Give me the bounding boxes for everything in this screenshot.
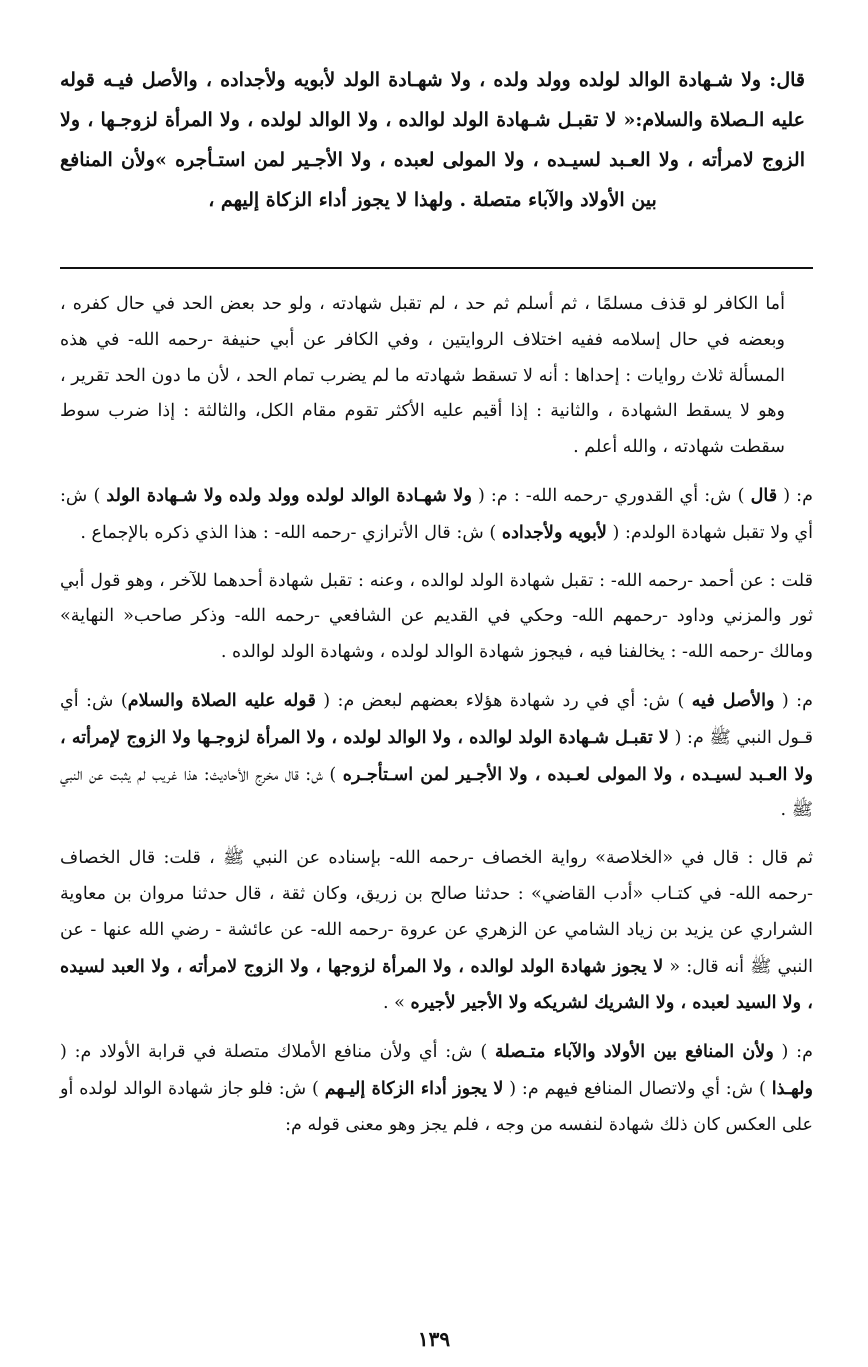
text-run: ) ش: أي ولا تقبل شهادة الولدم: ( — [60, 485, 813, 543]
commentary-paragraph-2 — [60, 478, 813, 552]
quoted-matn: قال — [750, 484, 778, 506]
text-run: ) ش: قال الأترازي -رحمه الله- : هذا الذي ذكره بالإجماع . — [80, 522, 502, 543]
matn-text: قال: ولا شـهادة الوالد لولده وولد ولده ، ولا شهـادة الولد لأبويه ولأجداده ، والأصل فيـه قوله عليه الـصلاة والسلام:« لا تقبـل شـهادة الولد لوالده ، ولا الوالد لولده ، ولا المرأة لزوجـها ، ولا الزوج لامرأته ، ولا العـبد لسيـده ، ولا المولى لعبده ، ولا الأجـير لمن استـأجره »ولأن المنافع بين الأولاد والآباء متصلة . ولهذا لا يجوز أداء الزكاة إليهم ، — [60, 69, 805, 211]
quoted-matn: لا تقبـل شـهادة الولد لوالده ، ولا الوالد لولده ، ولا المرأة لزوجـها ولا الزوج لإمرأته ، ولا العـبد لسيـده ، ولا المولى لعـبده ، ولا الأجـير لمن اسـتأجـره — [60, 726, 813, 785]
text-run: م: ( — [777, 485, 813, 506]
text-run: » . — [383, 993, 411, 1014]
text-run: ) ش: أي في رد شهادة هؤلاء بعضهم لبعض م: ( — [315, 690, 692, 711]
commentary-paragraph-3: قلت : عن أحمد -رحمه الله- : تقبل شهادة الولد لوالده ، وعنه : تقبل شهادة أحدهما للآخر ، وهو قول أبي ثور والمزني وداود -رحمهم الله- وحكي في القديم عن الشافعي -رحمه الله- وذكر صاحب« النهاية» ومالك -رحمه الله- : يخالفنا فيه ، فيجوز شهادة الوالد لولده ، وشهادة الولد لوالده . — [60, 570, 813, 663]
quoted-matn: ولا شهـادة الوالد لولده وولد ولده ولا شـهادة الولد — [106, 484, 472, 506]
commentary-paragraph-6 — [60, 1034, 813, 1143]
quoted-matn: لأبويه ولأجداده — [501, 521, 607, 543]
text-run: م: ( — [774, 690, 813, 711]
text-run: ) ش: أي ولأن منافع الأملاك متصلة في قرابة الأولاد م: ( — [60, 1042, 495, 1063]
commentary-paragraph-4 — [60, 683, 813, 829]
quoted-matn: قوله عليه الصلاة والسلام — [127, 689, 316, 711]
commentary-paragraph-1: أما الكافر لو قذف مسلمًا ، ثم أسلم ثم حد ، لم تقبل شهادته ، ولو حد بعض الحد في حال كفره ، وبعضه في حال إسلامه ففيه اختلاف الروايتين ، وفي الكافر عن أبي حنيفة -رحمه الله- في هذه المسألة ثلاث روايات : إحداها : أنه لا تسقط شهادته ما لم يضرب تمام الحد ، لأن ما دون الحد تقرير ، وهو لا يسقط الشهادة ، والثانية : إذا أقيم عليه الأكثر تقوم مقام الكل، والثالثة : إذا ضرب سوط سقطت شهادته ، والله أعلم . — [60, 294, 785, 458]
commentary-paragraph-5 — [60, 841, 813, 1022]
text-run: ثم قال : قال في «الخلاصة» رواية الخصاف -رحمه الله- بإسناده عن النبي ﷺ ، قلت: قال الخصاف -رحمه الله- في كتـاب «أدب القاضي» : حدثنا صالح بن زريق، وكان ثقة ، قال حدثنا مروان بن معاوية الشراري عن يزيد بن زياد الشامي عن الزهري عن عروة -رحمه الله- عن عائشة - رضي الله عنها - عن النبي ﷺ أنه قال: « — [60, 848, 813, 977]
text-run: م: ( — [773, 1042, 813, 1063]
commentary — [60, 287, 813, 1144]
footnote-divider — [60, 267, 813, 269]
text-run: ) ش: قال مخرج الأحاديث: هذا غريب لم يثبت عن النبي ﷺ . — [60, 764, 813, 821]
text-run: ) ش: فلو جاز شهادة الوالد لولده أو على العكس كان ذلك شهادة لنفسه من وجه ، فلم يجز وهو معنى قوله م: — [60, 1078, 813, 1135]
text-run: ) ش: أي قـول النبي ﷺ م: ( — [60, 690, 813, 748]
quoted-hadith: لا يجوز شهادة الولد لوالده ، ولا المرأة لزوجها ، ولا الزوج لامرأته ، ولا العبد لسيده ، ولا السيد لعبده ، ولا الشريك لشريكه ولا الأجير لأجيره — [60, 955, 813, 1014]
page-number: ١٣٩ — [417, 1327, 451, 1351]
quoted-matn: ولأن المنافع بين الأولاد والآباء متـصلة — [494, 1041, 774, 1063]
text-run: ) ش: أي القدوري -رحمه الله- : م: ( — [471, 485, 751, 506]
quoted-matn: ولهـذا — [771, 1077, 813, 1099]
text-run: ) ش: أي ولاتصال المنافع فيهم م: ( — [503, 1078, 772, 1099]
quoted-matn: والأصل فيه — [691, 689, 775, 711]
quoted-matn: لا يجوز أداء الزكاة إليـهم — [324, 1077, 504, 1099]
